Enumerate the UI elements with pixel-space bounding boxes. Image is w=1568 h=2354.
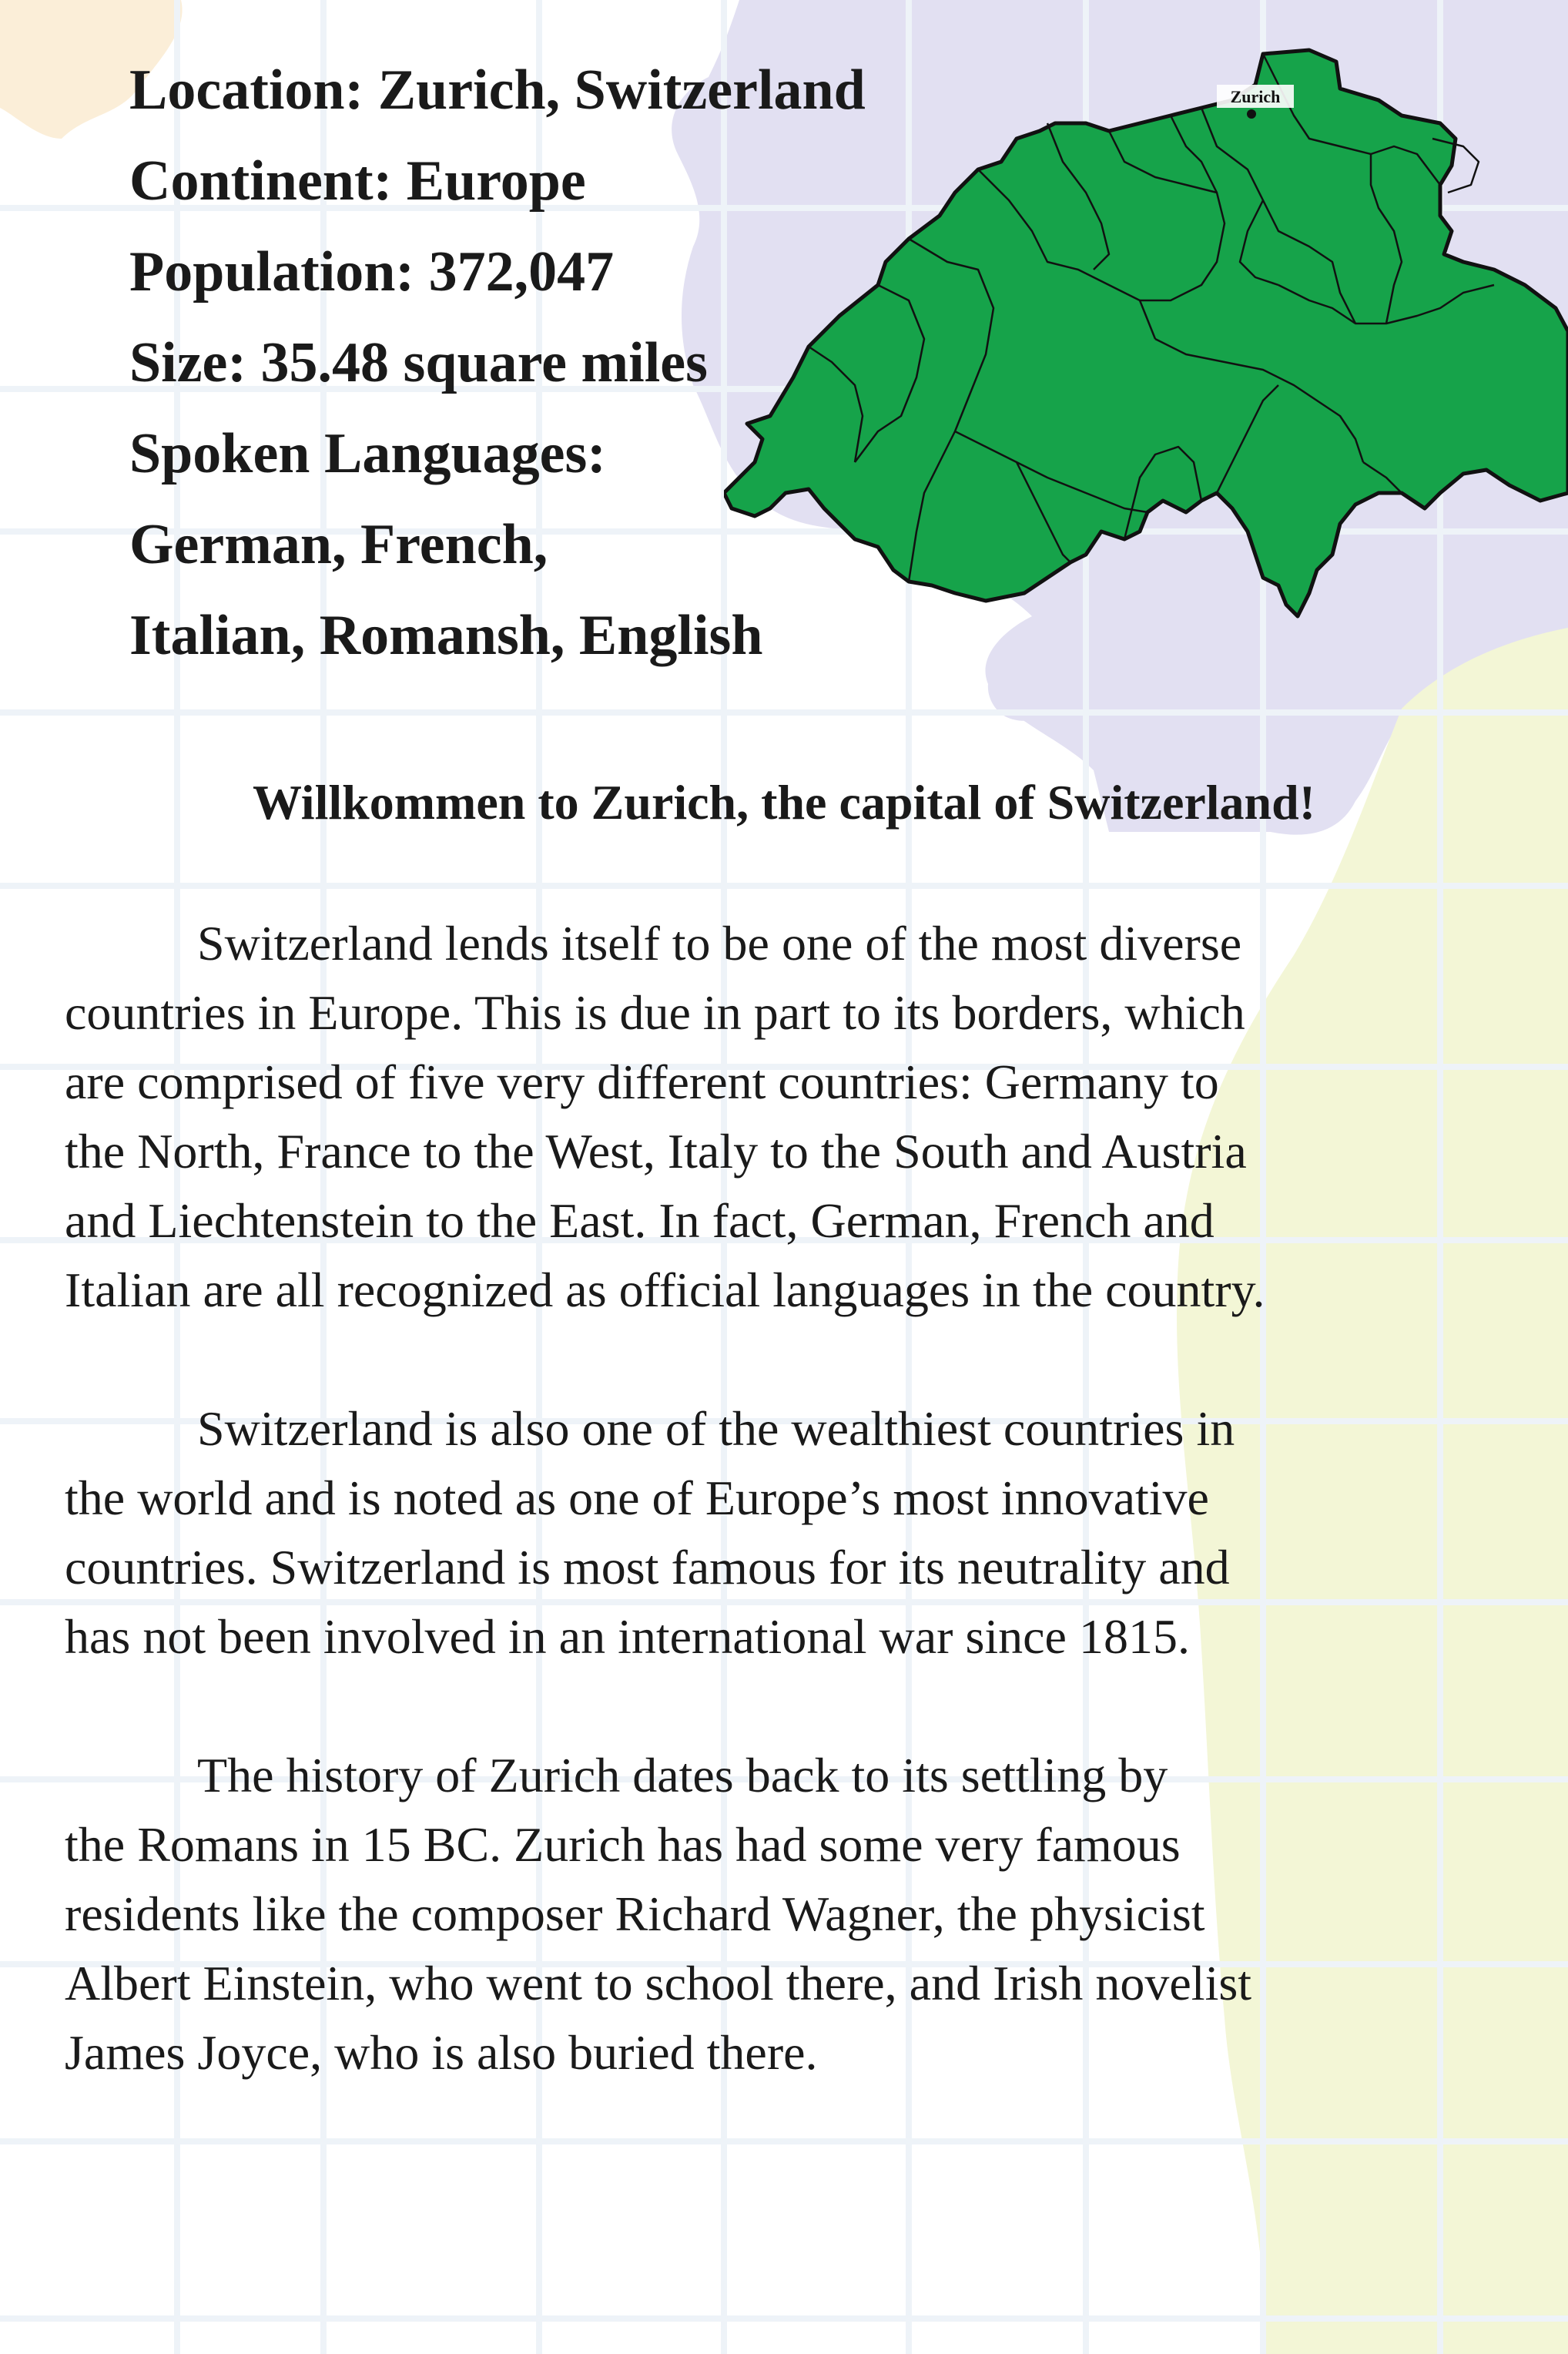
paragraph-2 (65, 1394, 1513, 1672)
fact-population: Population: 372,047 (129, 240, 615, 303)
paragraph-line: the world and is noted as one of Europe’s most innovative (65, 1470, 1209, 1525)
fact-languages-line-1: German, French, (129, 513, 548, 576)
paragraph-line: and Liechtenstein to the East. In fact, German, French and (65, 1193, 1215, 1248)
paragraph-line: Italian are all recognized as official languages in the country. (65, 1263, 1265, 1317)
fact-languages-label: Spoken Languages: (129, 422, 606, 485)
paragraph-line: are comprised of five very different countries: Germany to (65, 1055, 1219, 1109)
paragraph-line: the North, France to the West, Italy to the South and Austria (65, 1124, 1247, 1179)
fact-continent: Continent: Europe (129, 149, 586, 213)
zurich-label: Zurich (1230, 87, 1281, 106)
paragraph-line: Switzerland lends itself to be one of the most diverse (197, 916, 1242, 971)
paragraph-line: residents like the composer Richard Wagner, the physicist (65, 1886, 1205, 1941)
fact-languages-line-2: Italian, Romansh, English (129, 604, 763, 667)
paragraph-line: the Romans in 15 BC. Zurich has had some very famous (65, 1817, 1181, 1872)
paragraph-1 (65, 909, 1513, 1325)
paragraph-line: The history of Zurich dates back to its settling by (197, 1748, 1168, 1802)
paragraph-line: Switzerland is also one of the wealthiest countries in (197, 1401, 1235, 1456)
paragraph-line: countries in Europe. This is due in part to its borders, which (65, 985, 1245, 1040)
switzerland-map (724, 31, 1568, 632)
paragraph-line: countries. Switzerland is most famous for its neutrality and (65, 1540, 1230, 1594)
switzerland-outline (724, 50, 1568, 616)
fact-size: Size: 35.48 square miles (129, 331, 708, 394)
paragraph-3 (65, 1741, 1513, 2087)
paragraph-line: Albert Einstein, who went to school there, and Irish novelist (65, 1956, 1252, 2010)
paragraph-line: has not been involved in an international war since 1815. (65, 1609, 1190, 1664)
zurich-marker (1247, 109, 1256, 119)
paragraph-line: James Joyce, who is also buried there. (65, 2025, 818, 2080)
fact-location: Location: Zurich, Switzerland (129, 59, 866, 122)
headline: Willkommen to Zurich, the capital of Switzerland! (252, 775, 1316, 830)
